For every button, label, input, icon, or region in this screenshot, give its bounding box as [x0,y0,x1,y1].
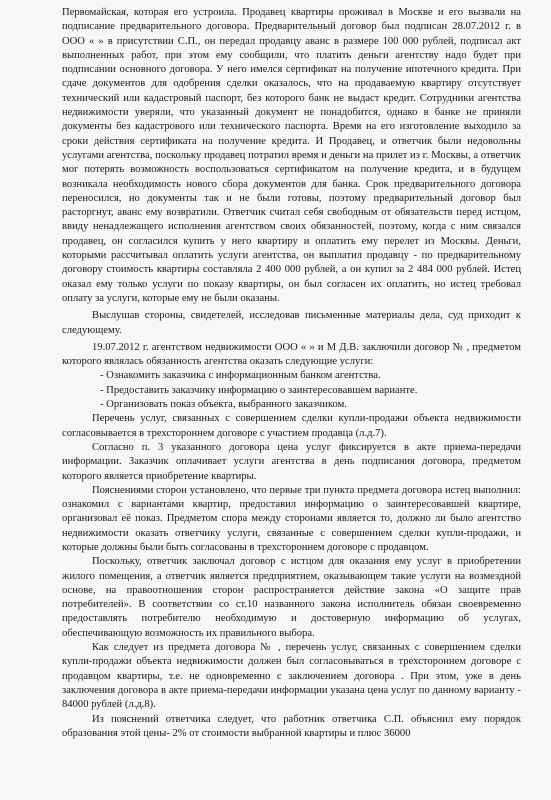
paragraph-2: Выслушав стороны, свидетелей, исследовав письменные материалы дела, суд приходит к следующему. [62,310,521,336]
paragraph-7: Поскольку, ответчик заключал договор с истцом для оказания ему услуг в приобретении жилого помещения, а ответчик является предприятием, оказывающем такие услуги на возмездной основе, на правоотношения сторон распространяется действие закона «О защите прав потребителей». В соответствии со ст.10 названного закона исполнитель обязан своевременно предоставлять потребителю необходимую и достоверную информацию об услугах, обеспечивающую возможность их правильного выбора. [62,556,521,639]
paragraph-5: Согласно п. 3 указанного договора цена услуг фиксируется в акте приема-передачи информации. Заказчик оплачивает услуги агентства в день подписания договора, предметом которого является приобретение квартиры. [62,441,521,482]
paragraph-3: 19.07.2012 г. агентством недвижимости ООО « » и М Д.В. заключили договор № , предметом которого являлась обязанность агентства оказать следующие услуги: [62,341,521,368]
paragraph-6: Пояснениями сторон установлено, что первые три пункта предмета договора истец выполнил: ознакомил с вариантами квартир, предоставил информацию о заинтересовавшей квартире, организовал её показ. Предметом спора между сторонами является то, должно ли было агентство недвижимости оказать ответчику услуги, связанные с совершением сделки купли-продажи, и которые должны были быть согласованы в трехстороннем договоре с продавцом. [62,484,521,553]
paragraph-8: Как следует из предмета договора № , перечень услуг, связанных с совершением сделки купли-продажи объекта недвижимости должен был согласовываться в трехстороннем договоре с продавцом квартиры, т.е. не одновременно с заключением договора . При этом, уже в день заключения договора в акте приема-передачи информации указана цена услуг по данному варианту - 84000 рублей (л.д.8). [62,642,521,711]
list-item-1: - Ознакомить заказчика с информационным банком агентства. [100,370,381,382]
paragraph-1: Первомайская, которая его устроила. Продавец квартиры проживал в Москве и его вызвали на подписание предварительного договора. Предварительный договор был подписан 28.07.2012 г. в ООО « » в присутствии С.П., он передал продавцу аванс в размере 100 000 рублей, подписал акт выполненных работ, при этом ему сообщили, что платить деньги агентству надо будет при подписании основного договора. У него имелся сертификат на получение ипотечного кредита. При сдаче документов для одобрения сделки оказалось, что на продаваемую квартиру отсутствует технический или кадастровый паспорт, без которого банк не выдаст кредит. Сотрудники агентства недвижимости уверяли, что указанный документ не понадобится, однако в банке не приняли документы без кадастрового или технического паспорта. Время на его изготовление выходило за сроки действия сертификата на получение кредита. И Продавец, и ответчик были недовольны услугами агентства, поскольку продавец потратил время и деньги на прилет из г. Москвы, а ответчик мог потерять возможность воспользоваться сертификатом на получение кредита, и в будущем возникала необходимость нового сбора документов для банка. Срок предварительного договора переносился, но документы так и не были готовы, поэтому предварительный договор был расторгнут, аванс ему возвратили. Ответчик считал себя свободным от обязательств перед истцом, ввиду ненадлежащего исполнения агентством своих обязанностей, поэтому, когда с ним связался продавец, он согласился купить у него квартиру и оплатить ему перелет из Москвы. Деньги, которыми рассчитывал оплатить услуги агентства, он выплатил продавцу - по предварительному договору стоимость квартиры составляла 2 400 000 рублей, а он купил за 2 484 000 рублей. Истец оказал ему только услуги по показу квартиры, он был согласен их оплатить, но истец требовал оплату за услуги, которые ему не были оказаны. [62,7,521,304]
list-item-3: - Организовать показ объекта, выбранного заказчиком. [100,399,347,411]
paragraph-4: Перечень услуг, связанных с совершением сделки купли-продажи объекта недвижимости согласовывается в трехстороннем договоре с участием продавца (л.д.7). [62,413,521,439]
paragraph-9: Из пояснений ответчика следует, что работник ответчика С.П. объяснил ему порядок образования этой цены- 2% от стоимости выбранной квартиры и плюс 36000 [62,713,521,739]
list-item-2: - Предоставить заказчику информацию о заинтересовавшем варианте. [100,384,418,396]
